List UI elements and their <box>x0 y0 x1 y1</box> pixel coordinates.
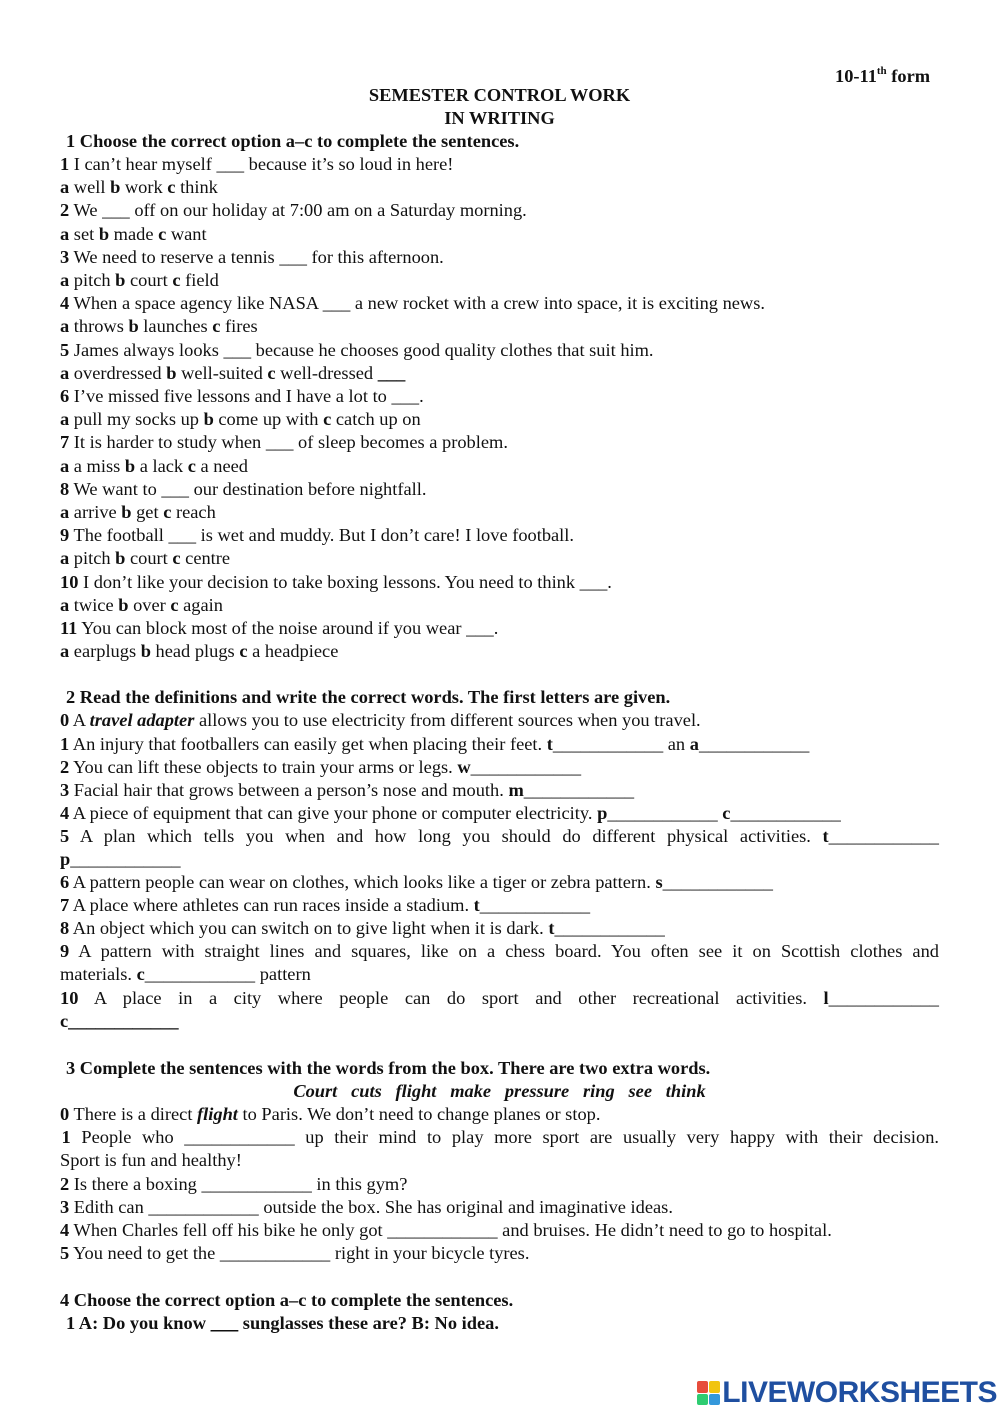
options-6 <box>60 408 421 431</box>
question-8: 8 We want to ___ our destination before nightfall. <box>60 479 427 499</box>
options-2 <box>60 223 207 246</box>
option-text[interactable]: catch up on <box>331 409 421 429</box>
gap-fill-item: 4 When Charles fell off his bike he only got ____________ and bruises. He didn’t need to go to hospital. <box>60 1220 832 1240</box>
option-text[interactable]: pull my socks up <box>69 409 204 429</box>
option-text[interactable]: a miss <box>69 456 125 476</box>
option-letter: b <box>115 548 126 568</box>
options-10 <box>60 594 223 617</box>
option-letter: c <box>172 270 181 290</box>
options-3 <box>60 269 219 292</box>
page-title: SEMESTER CONTROL WORK <box>368 85 631 105</box>
option-letter: a <box>60 641 70 661</box>
answer-blank[interactable]: ____________ <box>184 1127 295 1147</box>
option-letter: a <box>60 177 70 197</box>
gap-fill-item-cont: Sport is fun and healthy! <box>60 1150 242 1170</box>
definition-item-cont: materials. c____________ pattern <box>60 964 311 984</box>
logo-square <box>697 1381 708 1393</box>
definition-item: 6 A pattern people can wear on clothes, which looks like a tiger or zebra pattern. s____________ <box>60 872 773 892</box>
option-letter: a <box>60 502 70 522</box>
options-9 <box>60 547 230 570</box>
option-text[interactable]: again <box>178 595 223 615</box>
option-text[interactable]: arrive <box>69 502 122 522</box>
option-text[interactable]: reach <box>171 502 216 522</box>
options-1 <box>60 176 218 199</box>
option-text[interactable]: well <box>69 177 111 197</box>
definition-item-cont: c____________ <box>60 1011 179 1031</box>
answer-blank[interactable]: ___ <box>279 247 307 267</box>
logo-square <box>697 1394 708 1406</box>
answer-blank[interactable]: ____________ <box>479 895 591 915</box>
option-letter: c <box>163 502 172 522</box>
answer-blank[interactable]: ____________ <box>387 1220 498 1240</box>
option-text[interactable]: pitch <box>69 548 116 568</box>
answer-blank[interactable]: ___ <box>391 386 420 406</box>
option-letter: c <box>323 409 332 429</box>
option-text[interactable]: think <box>175 177 218 197</box>
gap-fill-item: 3 Edith can ____________ outside the box. She has original and imaginative ideas. <box>60 1197 673 1217</box>
section3-heading: 3 Complete the sentences with the words from the box. There are two extra words. <box>66 1058 711 1078</box>
logo-square <box>709 1381 720 1393</box>
option-letter: c <box>267 363 276 383</box>
option-letter: b <box>98 224 110 244</box>
option-text[interactable]: launches <box>138 316 213 336</box>
definition-item: 7 A place where athletes can run races inside a stadium. t____________ <box>60 895 591 915</box>
answer-blank[interactable]: ___ <box>168 525 197 545</box>
answer-blank[interactable]: ____________ <box>70 849 181 869</box>
gap-fill-item: 2 Is there a boxing ____________ in this gym? <box>60 1174 408 1194</box>
question-3: 3 We need to reserve a tennis ___ for this afternoon. <box>60 247 444 267</box>
option-text[interactable]: fires <box>220 316 258 336</box>
options-4 <box>60 315 258 338</box>
option-text[interactable]: well-dressed <box>275 363 378 383</box>
question-9: 9 The football ___ is wet and muddy. But I don’t care! I love football. <box>60 525 575 545</box>
answer-blank[interactable]: ____________ <box>219 1243 331 1263</box>
answer-blank[interactable]: ___ <box>102 200 130 220</box>
gap-fill-item: 5 You need to get the ____________ right in your bicycle tyres. <box>60 1243 530 1263</box>
option-letter: c <box>172 548 181 568</box>
answer-blank[interactable]: ___ <box>223 340 252 360</box>
answer-blank[interactable]: ____________ <box>730 803 841 823</box>
answer-blank[interactable]: ____________ <box>148 1197 259 1217</box>
option-letter: a <box>60 270 70 290</box>
definition-item: 2 You can lift these objects to train your arms or legs. w____________ <box>60 757 582 777</box>
option-letter: b <box>115 270 126 290</box>
option-text[interactable]: pitch <box>69 270 116 290</box>
answer-blank[interactable]: ____________ <box>523 780 635 800</box>
definition-item: 8 An object which you can switch on to give light when it is dark. t____________ <box>60 918 665 938</box>
option-letter: a <box>60 456 70 476</box>
option-text[interactable]: earplugs <box>69 641 141 661</box>
option-text[interactable]: made <box>109 224 159 244</box>
definition-item: 1 An injury that footballers can easily get when placing their feet. t____________ an a____________ <box>60 734 810 754</box>
word-box: Court cuts flight make pressure ring see think <box>293 1081 706 1101</box>
option-text[interactable]: court <box>125 548 173 568</box>
option-letter: b <box>166 363 177 383</box>
option-text[interactable]: overdressed <box>69 363 167 383</box>
answer-blank[interactable]: ____________ <box>662 872 773 892</box>
option-letter: b <box>118 595 129 615</box>
options-5 <box>60 362 405 385</box>
question-1: 1 I can’t hear myself ___ because it’s so loud in here! <box>60 154 454 174</box>
liveworksheets-logo[interactable] <box>697 1377 997 1409</box>
answer-blank[interactable]: ____________ <box>607 803 718 823</box>
question-5: 5 James always looks ___ because he chooses good quality clothes that suit him. <box>60 340 654 360</box>
option-text[interactable]: set <box>69 224 99 244</box>
answer-blank[interactable]: ___ <box>377 363 406 383</box>
option-letter: c <box>187 456 196 476</box>
answer-blank[interactable]: ____________ <box>68 1011 179 1031</box>
section4-question: 1 A: Do you know ___ sunglasses these are? B: No idea. <box>66 1313 499 1333</box>
question-6: 6 I’ve missed five lessons and I have a lot to ___. <box>60 386 424 406</box>
option-letter: c <box>239 641 248 661</box>
logo-text: LIVEWORKSHEETS <box>722 1376 997 1409</box>
logo-square <box>709 1394 720 1406</box>
definition-item: 9 A pattern with straight lines and squares, like on a chess board. You often see it on Scottish clothes and <box>60 941 939 961</box>
question-10: 10 I don’t like your decision to take boxing lessons. You need to think ___. <box>60 572 612 592</box>
option-letter: a <box>60 363 70 383</box>
options-7 <box>60 455 248 478</box>
definition-item: 3 Facial hair that grows between a person’s nose and mouth. m____________ <box>60 780 635 800</box>
option-letter: b <box>203 409 214 429</box>
option-letter: b <box>124 456 136 476</box>
option-letter: c <box>212 316 221 336</box>
answer-blank[interactable]: ____________ <box>554 918 665 938</box>
option-text[interactable]: get <box>131 502 164 522</box>
option-text[interactable]: a lack <box>135 456 188 476</box>
options-11 <box>60 640 338 663</box>
answer-blank[interactable]: ___ <box>216 154 245 174</box>
section1-heading: 1 Choose the correct option a–c to complete the sentences. <box>66 131 520 151</box>
option-text[interactable]: field <box>180 270 219 290</box>
option-text[interactable]: throws <box>69 316 129 336</box>
form-label: 10-11th form <box>835 65 931 86</box>
option-text[interactable]: over <box>128 595 171 615</box>
definition-item: 5 A plan which tells you when and how long you should do different physical activities. t____________ <box>60 826 939 846</box>
option-text[interactable]: come up with <box>213 409 324 429</box>
option-letter: a <box>60 548 70 568</box>
option-letter: b <box>128 316 139 336</box>
option-text[interactable]: head plugs <box>150 641 240 661</box>
answer-blank[interactable]: ____________ <box>828 826 939 846</box>
option-text[interactable]: a headpiece <box>247 641 339 661</box>
definition-item: 4 A piece of equipment that can give your phone or computer electricity. p____________ c____________ <box>60 803 841 823</box>
answer-blank[interactable]: ____________ <box>698 734 810 754</box>
option-letter: b <box>140 641 151 661</box>
page-subtitle: IN WRITING <box>444 108 555 128</box>
option-text[interactable]: a need <box>195 456 248 476</box>
option-text[interactable]: well-suited <box>176 363 268 383</box>
answer-blank[interactable]: ___ <box>466 618 494 638</box>
question-11: 11 You can block most of the noise around if you wear ___. <box>60 618 499 638</box>
question-7: 7 It is harder to study when ___ of sleep becomes a problem. <box>60 432 508 452</box>
option-letter: c <box>170 595 179 615</box>
definition-item-cont: p____________ <box>60 849 181 869</box>
option-letter: a <box>60 316 70 336</box>
answer-blank[interactable]: ____________ <box>470 757 582 777</box>
option-text[interactable]: centre <box>180 548 231 568</box>
section2-example: 0 A travel adapter allows you to use electricity from different sources when you travel. <box>60 710 701 730</box>
answer-blank[interactable]: ___ <box>210 1313 239 1333</box>
option-text[interactable]: court <box>125 270 173 290</box>
section2-heading: 2 Read the definitions and write the correct words. The first letters are given. <box>66 687 671 707</box>
section4-heading: 4 Choose the correct option a–c to complete the sentences. <box>60 1290 514 1310</box>
option-letter: c <box>167 177 176 197</box>
answer-blank[interactable]: ____________ <box>144 964 256 984</box>
answer-blank[interactable]: ___ <box>579 572 608 592</box>
logo-mark-icon <box>697 1381 720 1405</box>
option-text[interactable]: want <box>166 224 207 244</box>
option-text[interactable]: twice <box>69 595 119 615</box>
answer-blank[interactable]: ___ <box>161 479 189 499</box>
definition-item: 10 A place in a city where people can do sport and other recreational activities. l____________ <box>60 988 939 1008</box>
option-text[interactable]: work <box>120 177 168 197</box>
section3-example: 0 There is a direct flight to Paris. We don’t need to change planes or stop. <box>60 1104 601 1124</box>
option-letter: b <box>110 177 121 197</box>
answer-blank[interactable]: ___ <box>322 293 351 313</box>
option-letter: b <box>121 502 132 522</box>
options-8 <box>60 501 216 524</box>
option-letter: a <box>60 409 70 429</box>
gap-fill-item: 1 People who ____________ up their mind to play more sport are usually very happy with their decision. <box>61 1127 939 1147</box>
answer-blank[interactable]: ____________ <box>828 988 939 1008</box>
option-letter: a <box>60 224 70 244</box>
option-letter: c <box>158 224 167 244</box>
option-letter: a <box>60 595 70 615</box>
answer-blank[interactable]: ____________ <box>552 734 664 754</box>
answer-blank[interactable]: ___ <box>265 432 294 452</box>
question-4: 4 When a space agency like NASA ___ a new rocket with a crew into space, it is exciting news. <box>60 293 765 313</box>
question-2: 2 We ___ off on our holiday at 7:00 am on a Saturday morning. <box>60 200 527 220</box>
answer-blank[interactable]: ____________ <box>201 1174 312 1194</box>
